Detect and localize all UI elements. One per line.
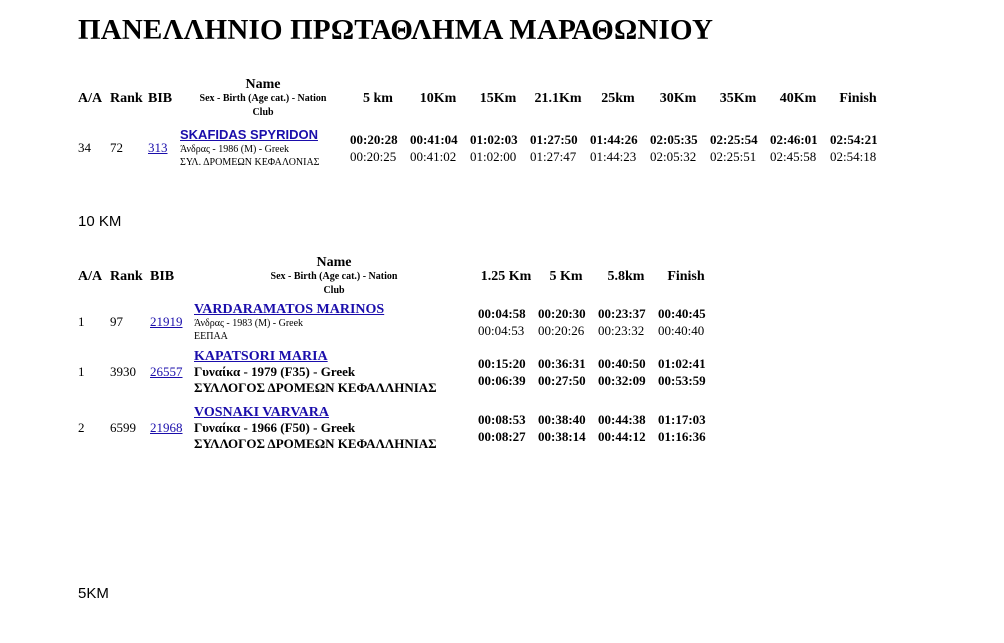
col-split-35km: 35Km [719,91,757,106]
col-bib: BIB [150,269,175,284]
col-name-label: Name [245,77,281,92]
athlete-club: ΣΥΛ. ΔΡΟΜΕΩΝ ΚΕΦΑΛΟΝΙΑΣ [180,157,320,168]
athlete-name-link[interactable]: VARDARAMATOS MARINOS [194,301,385,317]
col-split-15km: 15Km [479,91,517,106]
col-split-5km: 5 km [363,91,393,106]
split-finish: 01:17:03 01:16:36 [658,412,706,444]
col-split-30km: 30Km [659,91,697,106]
col-club-label: Club [323,285,345,296]
col-club-label: Club [252,107,274,118]
split-finish: 02:54:21 02:54:18 [830,132,878,164]
col-name-sub: Sex - Birth (Age cat.) - Nation [199,93,327,104]
row-athlete-cell [192,344,476,400]
athlete-info: Άνδρας - 1983 (M) - Greek [194,317,304,329]
col-split-5-8km: 5.8km [607,269,645,284]
row-athlete-cell [192,400,476,456]
col-name [192,254,476,300]
section-label-5km: 5KM [78,585,109,602]
row-rank: 3930 [110,364,136,379]
col-name [178,74,348,124]
split-5-8km: 00:44:38 00:44:12 [598,412,646,444]
tenk-results-table [76,254,716,456]
page-title: ΠΑΝΕΛΛΗΝΙΟ ΠΡΩΤΑΘΛΗΜΑ ΜΑΡΑΘΩΝΙΟΥ [78,14,714,46]
row-aa: 2 [78,420,85,435]
col-name-sub: Sex - Birth (Age cat.) - Nation [270,271,398,282]
bib-link[interactable]: 21968 [150,420,183,435]
marathon-results-table [76,74,888,172]
row-athlete-cell [192,300,476,344]
col-split-finish: Finish [667,269,705,284]
athlete-name-link[interactable]: SKAFIDAS SPYRIDON [180,127,318,142]
table-row [76,300,716,344]
split-5km: 00:36:31 00:27:50 [538,356,586,388]
split-5km: 00:20:30 00:20:26 [538,306,586,338]
split-25km: 01:44:26 01:44:23 [590,132,638,164]
split-1-25km: 00:08:53 00:08:27 [478,412,526,444]
split-30km: 02:05:35 02:05:32 [650,132,698,164]
split-1-25km: 00:04:58 00:04:53 [478,306,526,338]
athlete-club: ΕΕΠΑΑ [194,330,228,342]
col-rank: Rank [110,91,143,106]
athlete-info: Άνδρας - 1986 (M) - Greek [180,144,290,155]
split-5-8km: 00:23:37 00:23:32 [598,306,646,338]
split-finish: 00:40:45 00:40:40 [658,306,706,338]
split-40km: 02:46:01 02:45:58 [770,132,818,164]
row-rank: 97 [110,314,123,329]
row-rank: 72 [110,140,123,155]
table-row [76,124,888,172]
col-name-label: Name [316,255,352,270]
row-bib-cell [146,124,178,172]
col-split-finish: Finish [839,91,877,106]
row-aa: 1 [78,364,85,379]
split-5-8km: 00:40:50 00:32:09 [598,356,646,388]
split-5km: 00:38:40 00:38:14 [538,412,586,444]
bib-link[interactable]: 21919 [150,314,183,329]
athlete-club: ΣΥΛΛΟΓΟΣ ΔΡΟΜΕΩΝ ΚΕΦΑΛΛΗΝΙΑΣ [194,379,437,395]
table-header-row [76,254,716,300]
athlete-name-link[interactable]: VOSNAKI VARVARA [194,404,329,420]
split-5km: 00:20:28 00:20:25 [350,132,398,164]
section-label-10km: 10 KM [78,213,122,230]
col-aa: A/A [78,91,103,106]
athlete-info: Γυναίκα - 1966 (F50) - Greek [194,419,356,435]
split-35km: 02:25:54 02:25:51 [710,132,758,164]
split-21km: 01:27:50 01:27:47 [530,132,578,164]
col-split-21km: 21.1Km [534,91,582,106]
split-finish: 01:02:41 00:53:59 [658,356,706,388]
row-athlete-cell [178,124,348,172]
col-rank: Rank [110,269,143,284]
row-aa: 34 [78,140,91,155]
split-10km: 00:41:04 00:41:02 [410,132,458,164]
row-bib-cell [148,400,192,456]
col-aa: A/A [78,269,103,284]
row-aa: 1 [78,314,85,329]
col-split-10km: 10Km [419,91,457,106]
table-row [76,400,716,456]
col-split-5km: 5 Km [549,269,583,284]
athlete-name-link[interactable]: KAPATSORI MARIA [194,348,328,364]
col-split-1-25km: 1.25 Km [480,269,532,284]
bib-link[interactable]: 26557 [150,364,183,379]
split-1-25km: 00:15:20 00:06:39 [478,356,526,388]
table-row [76,344,716,400]
row-bib-cell [148,300,192,344]
split-15km: 01:02:03 01:02:00 [470,132,518,164]
table-header-row [76,74,888,124]
athlete-info: Γυναίκα - 1979 (F35) - Greek [194,363,356,379]
col-split-40km: 40Km [779,91,817,106]
row-bib-cell [148,344,192,400]
col-split-25km: 25km [601,91,635,106]
bib-link[interactable]: 313 [148,140,168,155]
athlete-club: ΣΥΛΛΟΓΟΣ ΔΡΟΜΕΩΝ ΚΕΦΑΛΛΗΝΙΑΣ [194,435,437,451]
col-bib: BIB [148,91,173,106]
row-rank: 6599 [110,420,136,435]
